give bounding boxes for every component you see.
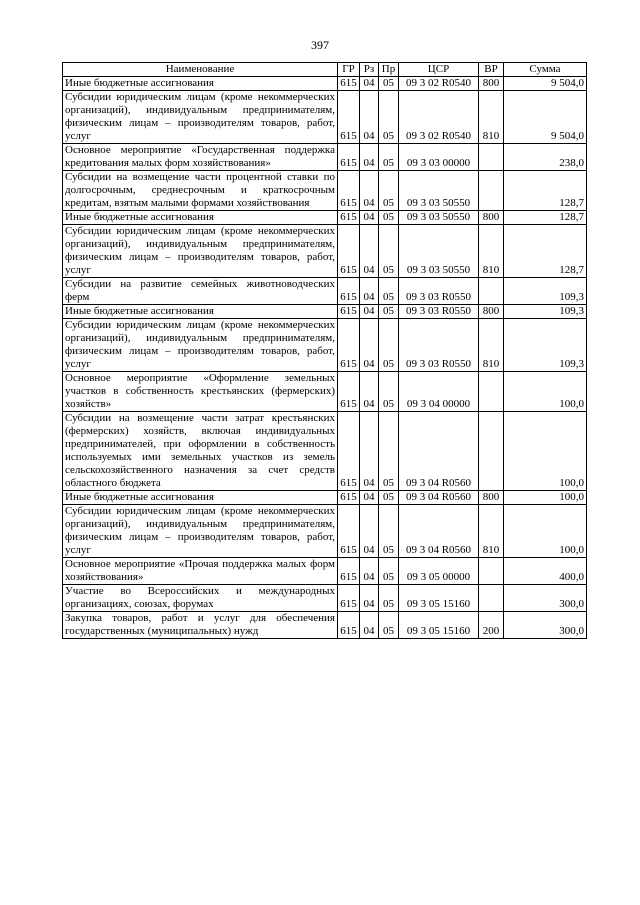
header-pr: Пр [379, 63, 399, 77]
header-row [63, 63, 587, 77]
cell-sum: 109,3 [504, 278, 587, 305]
cell-csr: 09 3 03 R0550 [399, 305, 479, 319]
cell-gr: 615 [338, 491, 360, 505]
cell-vr [479, 558, 504, 585]
cell-pr: 05 [379, 372, 399, 412]
cell-csr: 09 3 05 15160 [399, 585, 479, 612]
cell-vr: 200 [479, 612, 504, 639]
cell-gr: 615 [338, 558, 360, 585]
cell-name: Субсидии юридическим лицам (кроме некоммерческих организаций), индивидуальным предпринимателям, физическим лицам – производителям товаров, работ, услуг [63, 505, 338, 558]
cell-sum: 300,0 [504, 612, 587, 639]
cell-pr: 05 [379, 612, 399, 639]
cell-csr: 09 3 03 R0550 [399, 278, 479, 305]
cell-vr: 800 [479, 305, 504, 319]
cell-pr: 05 [379, 77, 399, 91]
cell-vr [479, 412, 504, 491]
table-row [63, 319, 587, 372]
cell-vr: 810 [479, 505, 504, 558]
cell-sum: 238,0 [504, 144, 587, 171]
table-row [63, 491, 587, 505]
cell-name: Иные бюджетные ассигнования [63, 305, 338, 319]
cell-name: Основное мероприятие «Государственная поддержка кредитования малых форм хозяйствования» [63, 144, 338, 171]
cell-sum: 100,0 [504, 505, 587, 558]
cell-pr: 05 [379, 144, 399, 171]
cell-csr: 09 3 05 00000 [399, 558, 479, 585]
header-rz: Рз [360, 63, 379, 77]
cell-sum: 9 504,0 [504, 91, 587, 144]
cell-rz: 04 [360, 505, 379, 558]
cell-rz: 04 [360, 412, 379, 491]
cell-pr: 05 [379, 505, 399, 558]
cell-gr: 615 [338, 585, 360, 612]
cell-pr: 05 [379, 558, 399, 585]
cell-csr: 09 3 04 00000 [399, 372, 479, 412]
table-row [63, 171, 587, 211]
cell-name: Основное мероприятие «Прочая поддержка малых форм хозяйствования» [63, 558, 338, 585]
table-row [63, 585, 587, 612]
cell-gr: 615 [338, 77, 360, 91]
table-row [63, 278, 587, 305]
cell-csr: 09 3 03 50550 [399, 171, 479, 211]
cell-sum: 100,0 [504, 491, 587, 505]
cell-rz: 04 [360, 144, 379, 171]
table-row [63, 144, 587, 171]
header-name: Наименование [63, 63, 338, 77]
cell-gr: 615 [338, 144, 360, 171]
cell-csr: 09 3 04 R0560 [399, 412, 479, 491]
cell-sum: 128,7 [504, 171, 587, 211]
cell-pr: 05 [379, 171, 399, 211]
cell-rz: 04 [360, 305, 379, 319]
cell-rz: 04 [360, 491, 379, 505]
cell-sum: 100,0 [504, 412, 587, 491]
cell-pr: 05 [379, 278, 399, 305]
cell-pr: 05 [379, 305, 399, 319]
budget-table [62, 62, 587, 639]
cell-gr: 615 [338, 372, 360, 412]
cell-vr [479, 144, 504, 171]
cell-name: Иные бюджетные ассигнования [63, 211, 338, 225]
cell-vr [479, 171, 504, 211]
cell-pr: 05 [379, 412, 399, 491]
table-row [63, 305, 587, 319]
cell-gr: 615 [338, 211, 360, 225]
cell-pr: 05 [379, 211, 399, 225]
table-row [63, 612, 587, 639]
cell-gr: 615 [338, 91, 360, 144]
page-number: 397 [311, 38, 329, 52]
cell-sum: 300,0 [504, 585, 587, 612]
cell-csr: 09 3 03 50550 [399, 211, 479, 225]
cell-name: Субсидии юридическим лицам (кроме некоммерческих организаций), индивидуальным предпринимателям, физическим лицам – производителям товаров, работ, услуг [63, 225, 338, 278]
table-row [63, 372, 587, 412]
cell-pr: 05 [379, 585, 399, 612]
cell-csr: 09 3 03 50550 [399, 225, 479, 278]
cell-vr [479, 278, 504, 305]
table-row [63, 558, 587, 585]
table-row [63, 91, 587, 144]
cell-csr: 09 3 04 R0560 [399, 491, 479, 505]
cell-name: Субсидии на возмещение части затрат крестьянских (фермерских) хозяйств, включая индивидуальных предпринимателей, при оформлении в собственность используемых ими земельных участков из земель сельскохозяйственного назначения за счет средств областного бюджета [63, 412, 338, 491]
cell-vr: 800 [479, 491, 504, 505]
cell-name: Иные бюджетные ассигнования [63, 491, 338, 505]
cell-sum: 128,7 [504, 211, 587, 225]
cell-name: Основное мероприятие «Оформление земельных участков в собственность крестьянских (фермерских) хозяйств» [63, 372, 338, 412]
table-row [63, 77, 587, 91]
cell-name: Субсидии на развитие семейных животноводческих ферм [63, 278, 338, 305]
cell-name: Субсидии юридическим лицам (кроме некоммерческих организаций), индивидуальным предпринимателям, физическим лицам – производителям товаров, работ, услуг [63, 91, 338, 144]
cell-vr: 810 [479, 225, 504, 278]
cell-gr: 615 [338, 278, 360, 305]
cell-pr: 05 [379, 319, 399, 372]
cell-vr [479, 372, 504, 412]
header-vr: ВР [479, 63, 504, 77]
cell-rz: 04 [360, 319, 379, 372]
cell-gr: 615 [338, 612, 360, 639]
cell-gr: 615 [338, 225, 360, 278]
cell-csr: 09 3 03 R0550 [399, 319, 479, 372]
cell-name: Иные бюджетные ассигнования [63, 77, 338, 91]
cell-rz: 04 [360, 91, 379, 144]
cell-rz: 04 [360, 171, 379, 211]
cell-sum: 109,3 [504, 305, 587, 319]
cell-csr: 09 3 03 00000 [399, 144, 479, 171]
cell-rz: 04 [360, 558, 379, 585]
cell-vr: 800 [479, 211, 504, 225]
cell-gr: 615 [338, 305, 360, 319]
cell-rz: 04 [360, 211, 379, 225]
cell-name: Субсидии юридическим лицам (кроме некоммерческих организаций), индивидуальным предпринимателям, физическим лицам – производителям товаров, работ, услуг [63, 319, 338, 372]
cell-sum: 128,7 [504, 225, 587, 278]
cell-sum: 109,3 [504, 319, 587, 372]
cell-csr: 09 3 05 15160 [399, 612, 479, 639]
table-row [63, 505, 587, 558]
cell-vr: 810 [479, 91, 504, 144]
table-row [63, 412, 587, 491]
cell-rz: 04 [360, 225, 379, 278]
cell-gr: 615 [338, 505, 360, 558]
table-body [63, 77, 587, 639]
header-csr: ЦСР [399, 63, 479, 77]
cell-pr: 05 [379, 225, 399, 278]
cell-gr: 615 [338, 171, 360, 211]
cell-vr: 810 [479, 319, 504, 372]
cell-gr: 615 [338, 412, 360, 491]
cell-pr: 05 [379, 91, 399, 144]
cell-csr: 09 3 04 R0560 [399, 505, 479, 558]
cell-csr: 09 3 02 R0540 [399, 91, 479, 144]
cell-vr: 800 [479, 77, 504, 91]
cell-sum: 100,0 [504, 372, 587, 412]
cell-gr: 615 [338, 319, 360, 372]
cell-sum: 400,0 [504, 558, 587, 585]
cell-rz: 04 [360, 612, 379, 639]
cell-sum: 9 504,0 [504, 77, 587, 91]
cell-vr [479, 585, 504, 612]
header-sum: Сумма [504, 63, 587, 77]
cell-pr: 05 [379, 491, 399, 505]
cell-rz: 04 [360, 585, 379, 612]
header-gr: ГР [338, 63, 360, 77]
cell-rz: 04 [360, 278, 379, 305]
table-row [63, 211, 587, 225]
cell-name: Субсидии на возмещение части процентной ставки по долгосрочным, среднесрочным и краткосрочным кредитам, взятым малыми формами хозяйствования [63, 171, 338, 211]
cell-rz: 04 [360, 77, 379, 91]
table-row [63, 225, 587, 278]
cell-rz: 04 [360, 372, 379, 412]
cell-name: Участие во Всероссийских и международных организациях, союзах, форумах [63, 585, 338, 612]
table-header [63, 63, 587, 77]
cell-name: Закупка товаров, работ и услуг для обеспечения государственных (муниципальных) нужд [63, 612, 338, 639]
cell-csr: 09 3 02 R0540 [399, 77, 479, 91]
